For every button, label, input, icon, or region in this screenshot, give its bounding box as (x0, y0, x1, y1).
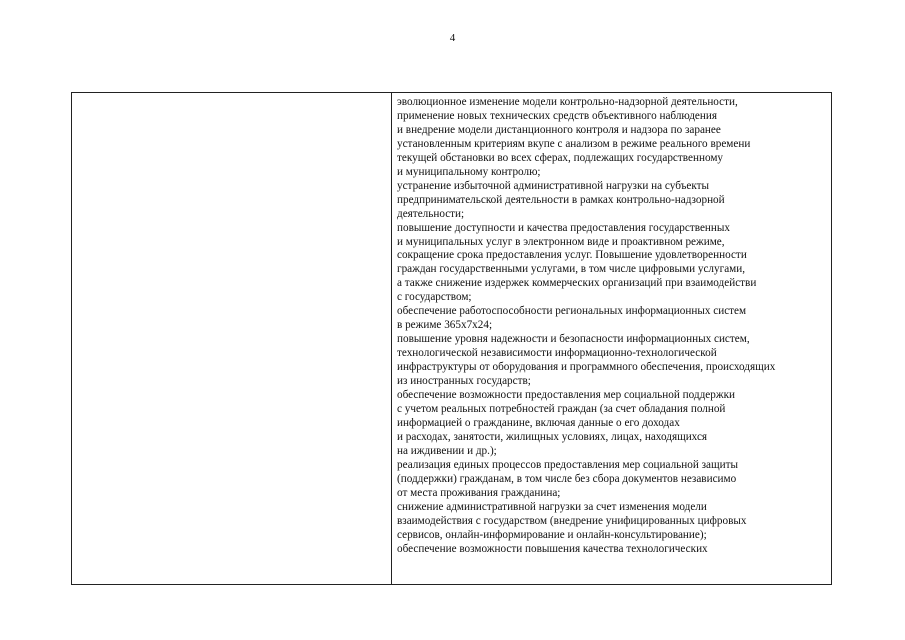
text-line: на иждивении и др.); (397, 444, 497, 457)
text-line: устранение избыточной административной нагрузки на субъекты (397, 179, 710, 192)
text-line: предпринимательской деятельности в рамках контрольно-надзорной (397, 193, 725, 206)
text-line: и расходах, занятости, жилищных условиях, лицах, находящихся (397, 430, 708, 443)
text-line: от места проживания гражданина; (397, 486, 561, 499)
text-line: информацией о гражданине, включая данные о его доходах (397, 416, 680, 429)
page-number: 4 (449, 32, 456, 44)
text-line: деятельности; (397, 207, 465, 220)
text-line: и муниципальных услуг в электронном виде и проактивном режиме, (397, 235, 725, 248)
text-line: с государством; (397, 291, 472, 304)
text-line: эволюционное изменение модели контрольно-надзорной деятельности, (397, 96, 738, 108)
text-line: а также снижение издержек коммерческих организаций при взаимодействи (397, 277, 757, 290)
text-line: обеспечение возможности предоставления мер социальной поддержки (397, 389, 735, 402)
text-line: реализация единых процессов предоставления мер социальной защиты (397, 458, 739, 471)
text-line: повышение уровня надежности и безопасности информационных систем, (397, 333, 750, 346)
text-line: сокращение срока предоставления услуг. Повышение удовлетворенности (397, 249, 747, 262)
table-left-cell (72, 93, 391, 584)
text-line: взаимодействия с государством (внедрение унифицированных цифровых (397, 514, 747, 527)
table-right-cell (397, 96, 829, 582)
text-line: установленным критериям вкупе с анализом в режиме реального времени (397, 137, 751, 150)
text-line: технологической независимости информационно-технологической (397, 347, 717, 360)
text-line: с учетом реальных потребностей граждан (за счет обладания полной (397, 402, 726, 415)
text-line: и муниципальному контролю; (397, 165, 541, 178)
text-line: сервисов, онлайн-информирование и онлайн-консультирование); (397, 528, 707, 541)
text-line: снижение административной нагрузки за счет изменения модели (397, 500, 707, 513)
text-line: инфраструктуры от оборудования и программного обеспечения, происходящих (397, 361, 776, 374)
text-line: применение новых технических средств объективного наблюдения (397, 109, 718, 122)
text-line: (поддержки) гражданам, в том числе без сбора документов независимо (397, 472, 737, 485)
text-line: обеспечение работоспособности региональных информационных систем (397, 305, 747, 318)
text-line: текущей обстановки во всех сферах, подлежащих государственному (397, 151, 723, 164)
table-column-divider (391, 93, 392, 584)
text-line: граждан государственными услугами, в том числе цифровыми услугами, (397, 263, 746, 276)
text-line: и внедрение модели дистанционного контроля и надзора по заранее (397, 123, 721, 136)
content-table (71, 92, 832, 585)
text-line: повышение доступности и качества предоставления государственных (397, 221, 731, 234)
text-line: из иностранных государств; (397, 375, 531, 388)
text-line: обеспечение возможности повышения качества технологических (397, 542, 708, 555)
text-line: в режиме 365х7х24; (397, 319, 493, 332)
